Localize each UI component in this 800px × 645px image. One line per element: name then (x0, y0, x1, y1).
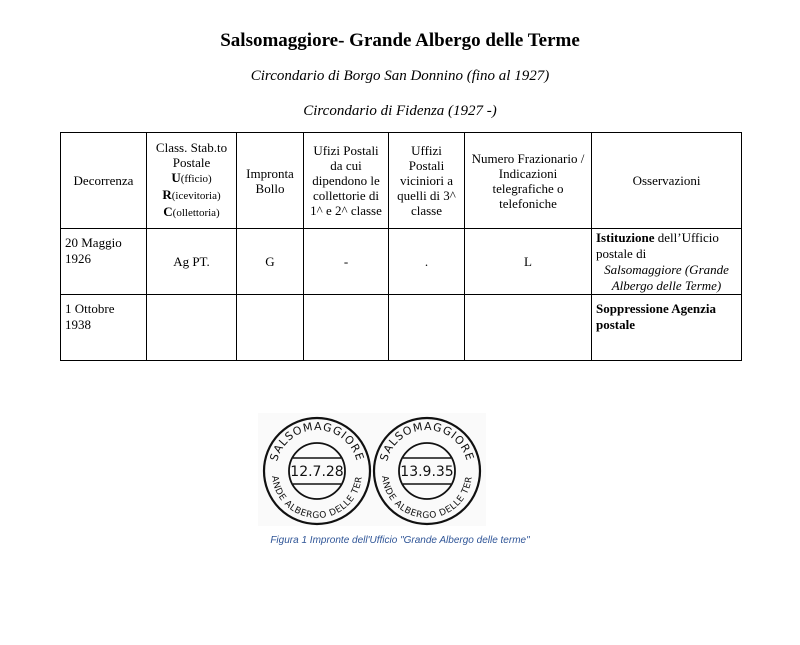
figure-caption: Figura 1 Impronte dell'Ufficio "Grande Albergo delle terme" (270, 535, 530, 546)
postmark-2-top-text: SALSOMAGGIORE (377, 419, 477, 463)
header-decorrenza: Decorrenza (61, 133, 147, 229)
obs-italic: Salsomaggiore (Grande Albergo delle Terme) (604, 261, 729, 293)
cell-impronta (237, 295, 304, 361)
header-impronta: Impronta Bollo (237, 133, 304, 229)
header-ufizi: Ufizi Postali da cui dipendono le collettorie di 1^ e 2^ classe (304, 133, 389, 229)
svg-text:SALSOMAGGIORE (267, 420, 366, 463)
page-title: Salsomaggiore- Grande Albergo delle Terme (220, 30, 580, 51)
cell-impronta: G (237, 229, 304, 295)
cell-decorrenza: 1 Ottobre 1938 (61, 295, 147, 361)
header-uffizi: Uffizi Postali viciniori a quelli di 3^ classe (389, 133, 465, 229)
postal-office-table (60, 132, 742, 361)
postmark-svg (258, 413, 486, 526)
svg-text:SALSOMAGGIORE (377, 420, 476, 463)
header-osservazioni: Osservazioni (592, 133, 742, 229)
table-row (61, 229, 742, 295)
postmark-stamps (258, 413, 486, 526)
postmark-1-bottom-text: ANDE ALBERGO DELLE TER (269, 475, 365, 522)
header-class-line1: Class. Stab.to (155, 140, 228, 155)
cell-numero (465, 295, 592, 361)
header-u-letter: U (171, 170, 181, 185)
cell-decorrenza: 20 Maggio 1926 (61, 229, 147, 295)
subtitle-circondario-borgo: Circondario di Borgo San Donnino (fino al 1927) (250, 68, 550, 84)
header-class-line2: Postale (172, 155, 211, 170)
header-c-rest: (ollettoria) (172, 207, 220, 219)
cell-ufizi (304, 295, 389, 361)
obs-bold: Soppressione Agenzia postale (596, 301, 717, 332)
cell-uffizi (389, 295, 465, 361)
header-classificazione (147, 133, 237, 229)
subtitle-circondario-fidenza: Circondario di Fidenza (1927 -) (303, 103, 497, 119)
header-r-rest: (icevitoria) (171, 190, 221, 202)
cell-osservazioni (592, 295, 742, 361)
obs-bold: Istituzione (596, 229, 655, 245)
obs-normal: dell’Ufficio postale di (596, 229, 719, 261)
header-numero: Numero Frazionario / Indicazioni telegrafiche o telefoniche (465, 133, 592, 229)
header-c-letter: C (163, 204, 173, 219)
table-row (61, 295, 742, 361)
header-u-rest: (fficio) (180, 173, 212, 185)
header-r-letter: R (162, 187, 172, 202)
cell-osservazioni (592, 229, 742, 295)
postmark-1-date: 12.7.28 (290, 464, 344, 480)
table-header-row (61, 133, 742, 229)
cell-numero: L (465, 229, 592, 295)
postmark-2-date: 13.9.35 (400, 464, 454, 480)
cell-ufizi: - (304, 229, 389, 295)
postmark-2-bottom-text: ANDE ALBERGO DELLE TER (379, 475, 475, 522)
cell-uffizi: . (389, 229, 465, 295)
cell-class (147, 295, 237, 361)
postmark-1-top-text: SALSOMAGGIORE (267, 419, 367, 463)
cell-class: Ag PT. (147, 229, 237, 295)
